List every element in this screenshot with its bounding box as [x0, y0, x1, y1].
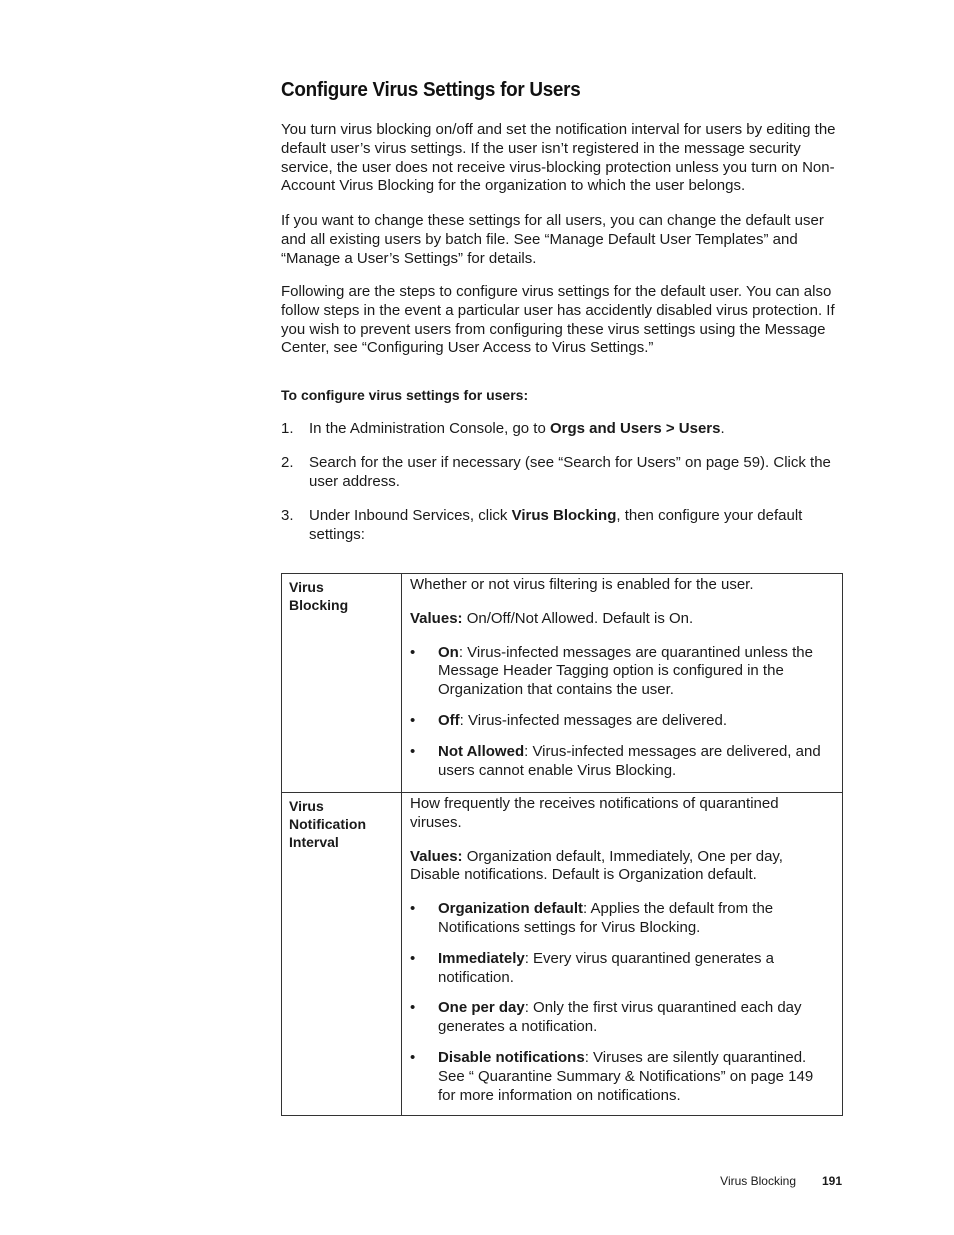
intro-paragraph: You turn virus blocking on/off and set the notification interval for users by editing the default user’s virus settings. If the user isn’t registered in the message security service, the user does not receive virus-blocking protection unless you turn on Non-Account Virus Blocking for the organization to which the user belongs. [281, 121, 836, 195]
setting-name: Virus Notification Interval [289, 798, 366, 850]
step-3 [281, 507, 843, 545]
list-item: • Organization default: Applies the default from the Notifications settings for Virus Blocking. [410, 900, 774, 936]
step-1 [281, 420, 843, 439]
table-row [282, 793, 843, 1116]
step-2 [281, 454, 843, 492]
setting-values: Values: Organization default, Immediately, One per day, Disable notifications. Default is Organization default. [410, 847, 783, 884]
table-row [282, 574, 843, 793]
bullet-icon: • [410, 900, 416, 918]
bullet-icon: • [410, 1048, 416, 1066]
bullet-icon: • [410, 999, 416, 1017]
step-number: 1. [281, 420, 294, 437]
setting-description-cell [402, 574, 843, 793]
setting-name-cell [282, 574, 402, 793]
menu-item: Virus Blocking [511, 507, 617, 524]
option-list [410, 644, 832, 781]
step-text: Under Inbound Services, click Virus Blocking, then configure your default settings: [309, 507, 803, 543]
list-item: • Disable notifications: Viruses are silently quarantined. See “ Quarantine Summary & Notifications” on page 149 for more information on notifications. [410, 1048, 814, 1104]
step-text: In the Administration Console, go to Orgs and Users > Users. [309, 420, 725, 437]
list-item: • Off: Virus-infected messages are delivered. [410, 711, 728, 729]
list-item: • On: Virus-infected messages are quarantined unless the Message Header Tagging option is configured in the Organization that contains the user. [410, 643, 813, 699]
setting-description: Whether or not virus filtering is enabled for the user. [410, 576, 754, 593]
setting-name-cell [282, 793, 402, 1116]
step-number: 2. [281, 454, 294, 471]
list-item: • Immediately: Every virus quarantined generates a notification. [410, 949, 775, 986]
list-item: • One per day: Only the first virus quarantined each day generates a notification. [410, 999, 802, 1036]
option-list [410, 900, 832, 1105]
setting-description-cell [402, 793, 843, 1116]
menu-path: Orgs and Users > Users [549, 420, 721, 437]
page-number: 191 [821, 1174, 842, 1188]
step-text: Search for the user if necessary (see “Search for Users” on page 59). Click the user address. [309, 454, 831, 490]
bullet-icon: • [410, 742, 416, 760]
footer-section-title: Virus Blocking [720, 1174, 796, 1188]
setting-values: Values: On/Off/Not Allowed. Default is On. [410, 609, 694, 627]
procedure-heading: To configure virus settings for users: [281, 387, 529, 403]
bullet-icon: • [410, 949, 416, 967]
page-title: Configure Virus Settings for Users [281, 78, 581, 101]
settings-table [281, 573, 843, 1116]
steps-intro-paragraph: Following are the steps to configure virus settings for the default user. You can also follow steps in the event a particular user has accidently disabled virus protection. If you wish to prevent users from configuring these virus settings using the Message Center, see “Configuring User Access to Virus Settings.” [281, 283, 835, 357]
bullet-icon: • [410, 643, 416, 661]
step-number: 3. [281, 507, 294, 524]
batch-file-paragraph: If you want to change these settings for all users, you can change the default user and all existing users by batch file. See “Manage Default User Templates” and “Manage a User’s Settings” for details. [281, 212, 824, 267]
bullet-icon: • [410, 711, 416, 729]
list-item: • Not Allowed: Virus-infected messages are delivered, and users cannot enable Virus Blocking. [410, 742, 821, 779]
setting-description: How frequently the receives notifications of quarantined viruses. [410, 795, 779, 831]
setting-name: Virus Blocking [289, 579, 349, 613]
